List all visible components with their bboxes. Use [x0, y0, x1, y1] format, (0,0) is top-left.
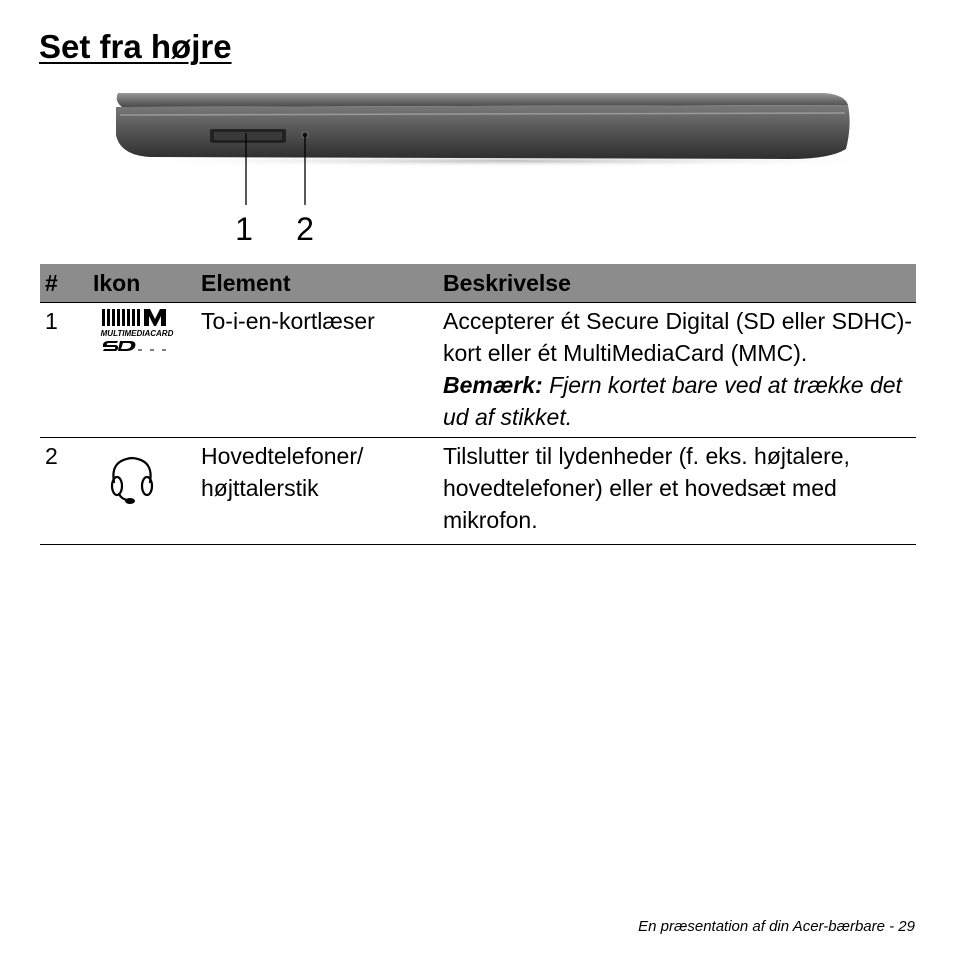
table-header-row — [40, 264, 916, 303]
laptop-right-side-illustration — [90, 85, 880, 250]
callout-1: 1 — [235, 211, 253, 247]
description-text: Accepterer ét Secure Digital (SD eller SDHC)-kort eller ét MultiMediaCard (MMC). — [443, 308, 913, 366]
header-element: Element — [201, 264, 443, 303]
svg-text:MULTIMEDIACARD: MULTIMEDIACARD — [100, 329, 174, 338]
row-element — [201, 438, 443, 545]
row-description — [443, 303, 916, 438]
row-description: Tilslutter til lydenheder (f. eks. højtalere, hovedtelefoner) eller et hovedsæt med mikrofon. — [443, 438, 916, 545]
callout-2: 2 — [296, 211, 314, 247]
element-line-2: højttalerstik — [201, 475, 319, 501]
note-text: Fjern kortet bare ved at trække det ud af stikket. — [443, 372, 902, 430]
card-reader-icon — [100, 305, 174, 351]
row-number: 2 — [40, 438, 93, 545]
ports-table — [40, 264, 916, 545]
page-footer: En præsentation af din Acer-bærbare - 29 — [638, 918, 915, 935]
element-line-1: Hovedtelefoner/ — [201, 443, 364, 469]
laptop-body — [110, 93, 880, 205]
header-num: # — [40, 264, 93, 303]
note-line — [443, 369, 916, 433]
header-description: Beskrivelse — [443, 264, 916, 303]
headset-icon — [102, 448, 162, 508]
note-label: Bemærk: — [443, 372, 543, 398]
row-element: To-i-en-kortlæser — [201, 303, 443, 438]
table-row — [40, 438, 916, 545]
page-title: Set fra højre — [39, 28, 232, 65]
row-number: 1 — [40, 303, 93, 438]
row-icon-cell — [93, 303, 201, 438]
header-icon: Ikon — [93, 264, 201, 303]
table-row — [40, 303, 916, 438]
row-icon-cell — [93, 438, 201, 545]
